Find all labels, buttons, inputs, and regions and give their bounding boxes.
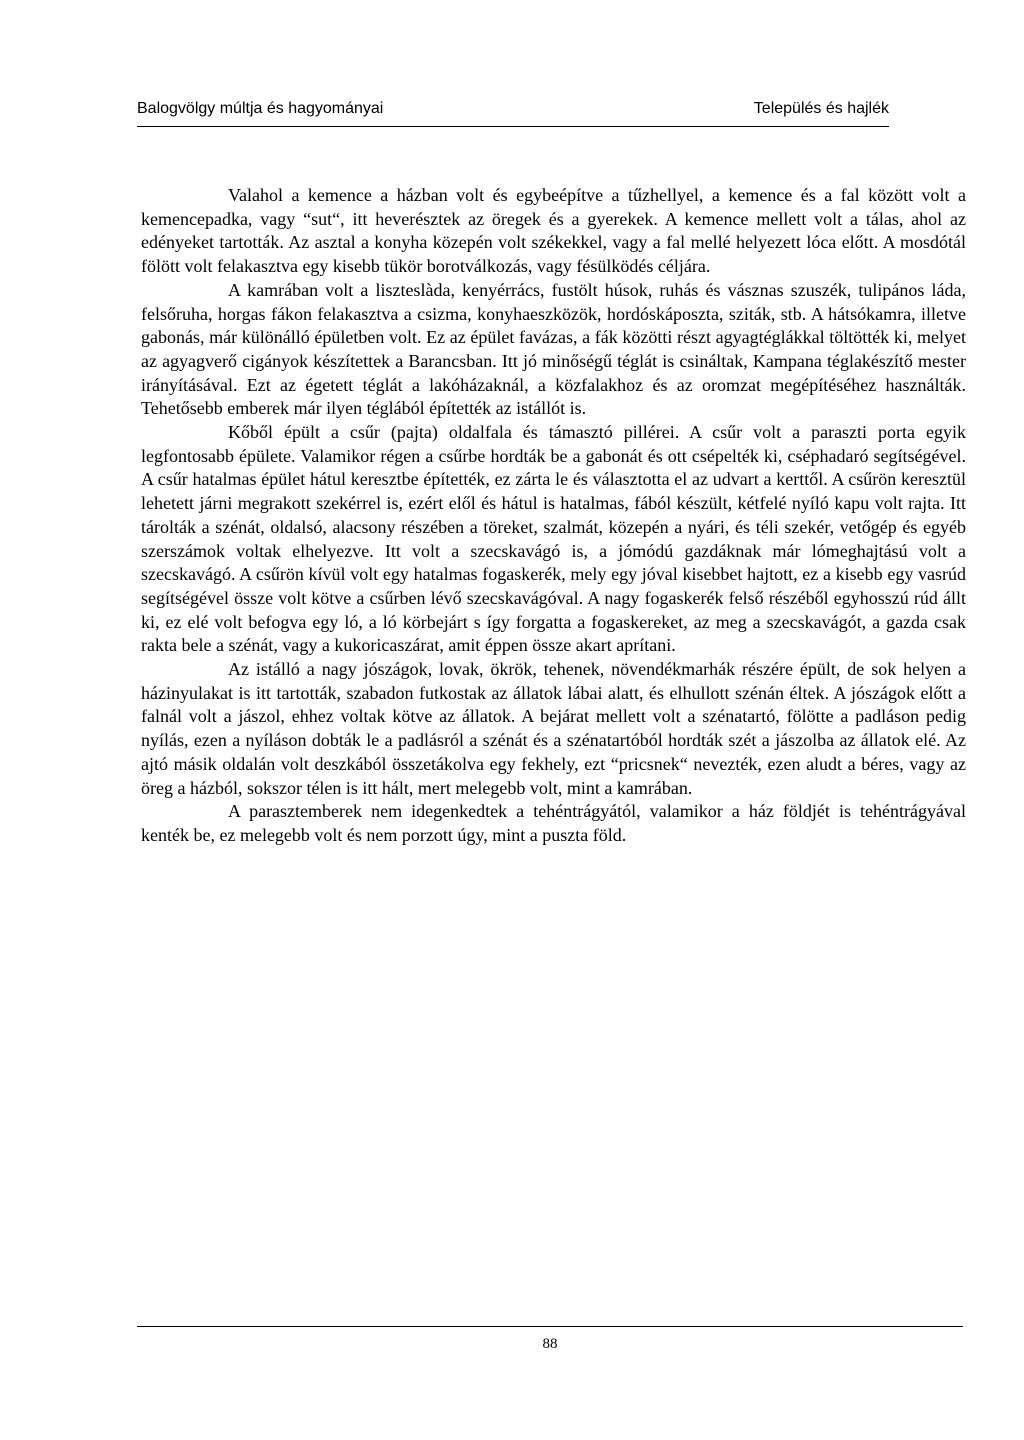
header-rule: [137, 126, 889, 127]
paragraph: Valahol a kemence a házban volt és egybeépítve a tűzhellyel, a kemence és a fal között volt a kemencepadka, vagy “sut“, itt heverésztek az öregek és a gyerekek. A kemence mellett volt a tálas, ahol az edényeket tartották. Az asztal a konyha közepén volt székekkel, vagy a fal mellé helyezett lóca előtt. A mosdótál fölött volt felakasztva egy kisebb tükör borotválkozás, vagy fésülködés céljára.: [141, 185, 966, 277]
paragraph: A parasztemberek nem idegenkedtek a tehéntrágyától, valamikor a ház földjét is tehéntrágyával kenték be, ez melegebb volt és nem porzott úgy, mint a puszta föld.: [141, 801, 966, 845]
paragraph: Kőből épült a csűr (pajta) oldalfala és támasztó pillérei. A csűr volt a paraszti porta egyik legfontosabb épülete. Valamikor régen a csűrbe hordták be a gabonát és ott csépelték ki, cséphadaró segítségével. A csűr hatalmas épület hátul keresztbe építették, ez zárta le és választotta el az udvart a kerttől. A csűrön keresztül lehetett járni megrakott szekérrel is, ezért elől és hátul is hatalmas, fából készült, kétfelé nyíló kapu volt rajta. Itt tárolták a szénát, oldalsó, alacsony részében a töreket, szalmát, közepén a nyári, és téli szekér, vetőgép és egyéb szerszámok voltak elhelyezve. Itt volt a szecskavágó is, a jómódú gazdáknak már lómeghajtású volt a szecskavágó. A csűrön kívül volt egy hatalmas fogaskerék, mely egy jóval kisebbet hajtott, ez a kisebb egy vasrúd segítségével össze volt kötve a csűrben lévő szecskavágóval. A nagy fogaskerék felső részéből egyhosszú rúd állt ki, ez elé volt befogva egy ló, a ló körbejárt s így forgatta a fogaskereket, az meg a szecskavágót, a gazda csak rakta bele a szénát, vagy a kukoricaszárat, amit éppen össze akart aprítani.: [141, 422, 966, 656]
paragraph: Az istálló a nagy jószágok, lovak, ökrök, tehenek, növendékmarhák részére épült, de sok helyen a házinyulakat is itt tartották, szabadon futkostak az állatok lábai alatt, és elhullott szénán éltek. A jószágok előtt a falnál volt a jászol, ehhez voltak kötve az állatok. A bejárat mellett volt a szénatartó, fölötte a padláson pedig nyílás, ezen a nyíláson dobták le a padlásról a szénát és a szénatartóból hordták szét a jászolba az állatok elé. Az ajtó másik oldalán volt deszkából összetákolva egy fekhely, ezt “pricsnek“ nevezték, ezen aludt a béres, vagy az öreg a házból, sokszor télen is itt hált, mert melegebb volt, mint a kamrában.: [141, 659, 966, 798]
book-title: Balogvölgy múltja és hagyományai: [137, 100, 384, 117]
paragraph: A kamrában volt a liszteslàda, kenyérrács, fustölt húsok, ruhás és vásznas szuszék, tulipános láda, felsőruha, horgas fákon felakasztva a csizma, konyhaeszközök, hordóskáposzta, sziták, stb. A hátsókamra, illetve gabonás, már különálló épületben volt. Ez az épület favázas, a fák közötti részt agyagtéglákkal töltötték ki, melyet az agyagverő cigányok készítettek a Barancsban. Itt jó minőségű téglát is csináltak, Kampana téglakészítő mester irányításával. Ezt az égetett téglát a lakóházaknál, a közfalakhoz és az oromzat megépítéséhez használták. Tehetősebb emberek már ilyen téglából építették az istállót is.: [141, 279, 966, 419]
running-header: [137, 96, 889, 122]
page-number: 88: [542, 1336, 558, 1352]
chapter-title: Település és hajlék: [753, 100, 889, 117]
body-text: [141, 184, 966, 848]
footer-rule: [137, 1326, 963, 1327]
